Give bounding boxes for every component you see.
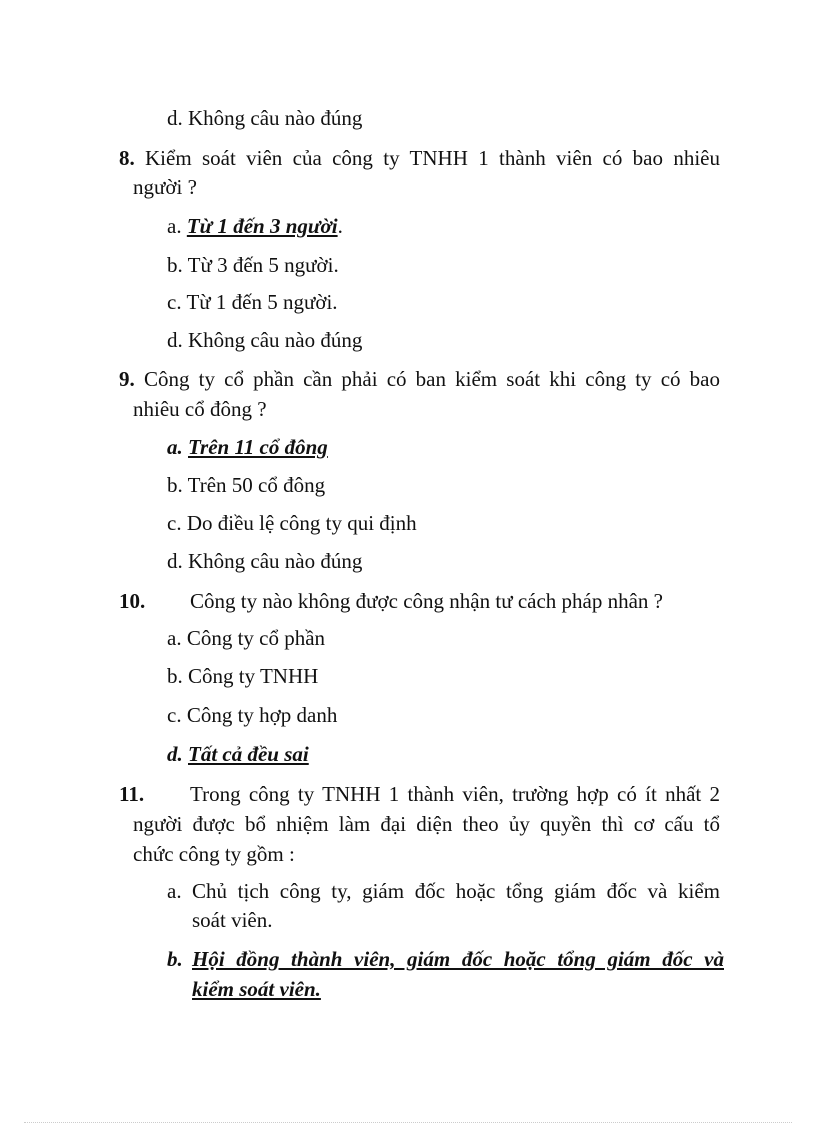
q9-option-a <box>167 433 328 462</box>
option-text: Không câu nào đúng <box>188 328 363 352</box>
option-letter: d. <box>167 106 183 130</box>
q8-option-b <box>167 251 339 280</box>
correct-answer-text: Tất cả đều sai <box>188 742 309 766</box>
correct-answer-text: Từ 1 đến 3 người <box>186 214 338 238</box>
q9-option-d <box>167 547 362 576</box>
q9-question-line2: nhiêu cổ đông ? <box>133 397 267 421</box>
option-letter: c. <box>167 290 182 314</box>
option-text: Không câu nào đúng <box>188 549 363 573</box>
option-letter: c. <box>167 703 182 727</box>
q9-option-b <box>167 471 325 500</box>
q10-option-c <box>167 701 337 730</box>
option-text: Công ty cổ phần <box>186 626 326 650</box>
correct-answer-text: Trên 11 cổ đông <box>188 435 328 459</box>
option-letter: a. <box>167 214 182 238</box>
q11-option-a-line2: soát viên. <box>192 908 273 932</box>
q7-option-d <box>167 104 362 133</box>
q8-option-c <box>167 288 338 317</box>
q11-number: 11. <box>119 782 145 806</box>
q8-question-line2: người ? <box>133 175 197 199</box>
q8-number: 8. <box>119 146 135 170</box>
option-letter: c. <box>167 511 182 535</box>
q10-option-b <box>167 662 318 691</box>
option-letter: b. <box>167 947 183 971</box>
q8-option-a: a. Từ 1 đến 3 người. <box>167 214 343 238</box>
option-letter: d. <box>167 328 183 352</box>
q11-question-line3: chức công ty gồm : <box>133 842 295 866</box>
option-text: Không câu nào đúng <box>188 106 363 130</box>
q11-question-line2: người được bổ nhiệm làm đại diện theo ủy quyền thì cơ cấu tổ <box>133 812 720 836</box>
q9-question-line1: Công ty cổ phần cần phải có ban kiểm soát khi công ty có bao <box>144 367 720 391</box>
option-text: Từ 3 đến 5 người. <box>187 253 339 277</box>
q9-option-c <box>167 509 417 538</box>
option-text: Công ty hợp danh <box>186 703 338 727</box>
option-text: Do điều lệ công ty qui định <box>186 511 417 535</box>
q10-option-a <box>167 624 325 653</box>
option-letter: a. <box>167 435 183 459</box>
q8-question-line1: Kiểm soát viên của công ty TNHH 1 thành viên có bao nhiêu <box>145 146 720 170</box>
q10-question-line1: Công ty nào không được công nhận tư cách pháp nhân ? <box>190 589 664 613</box>
q11-option-a-line1: Chủ tịch công ty, giám đốc hoặc tổng giám đốc và kiểm <box>192 879 720 903</box>
option-letter: a. <box>167 879 182 903</box>
q9-number: 9. <box>119 367 135 391</box>
q11-option-b-line1: Hội đồng thành viên, giám đốc hoặc tổng giám đốc và <box>192 947 724 971</box>
option-letter: b. <box>167 253 183 277</box>
option-letter: a. <box>167 626 182 650</box>
q8-option-d <box>167 326 362 355</box>
option-letter: d. <box>167 742 183 766</box>
q11-option-b-letter <box>167 945 183 974</box>
option-letter: b. <box>167 473 183 497</box>
option-letter: b. <box>167 664 183 688</box>
option-text: Từ 1 đến 5 người. <box>186 290 338 314</box>
q10-number: 10. <box>119 589 146 613</box>
option-letter: d. <box>167 549 183 573</box>
option-text: Công ty TNHH <box>188 664 319 688</box>
q10-option-d <box>167 740 309 769</box>
q11-option-b-line2: kiểm soát viên. <box>192 977 321 1001</box>
q11-question-line1: Trong công ty TNHH 1 thành viên, trường hợp có ít nhất 2 <box>190 782 720 806</box>
option-text: Trên 50 cổ đông <box>187 473 326 497</box>
q11-option-a-letter <box>167 877 182 906</box>
